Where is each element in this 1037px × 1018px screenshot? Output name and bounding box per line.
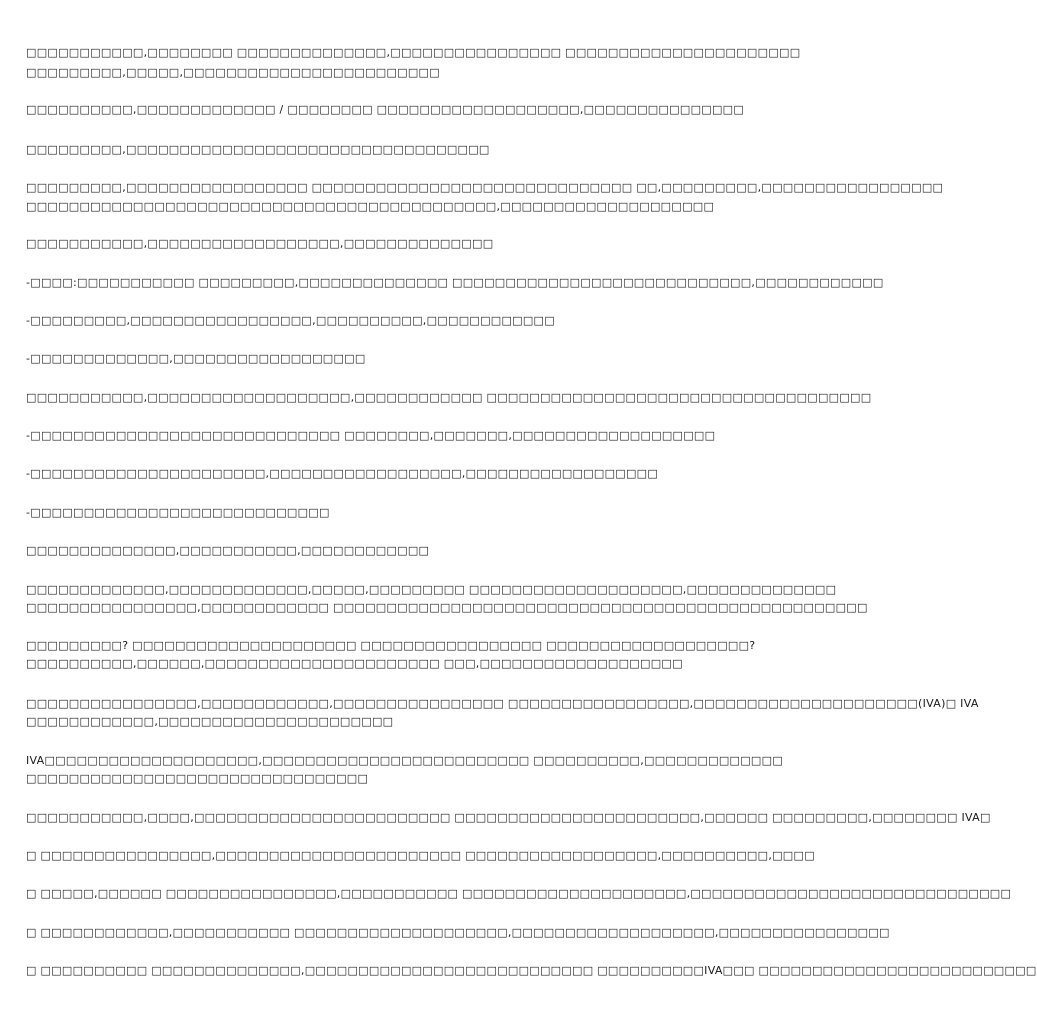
- text-line: □□□□□□□□□□□,□□□□□□□□ □□□□□□□□□□□□□□,□□□□□□□□□□□□□□□□ □□□□□□□□□□□□□□□□□□□□□□: [26, 46, 801, 59]
- text-line: -□□□□□□□□□□□□□,□□□□□□□□□□□□□□□□□□: [26, 352, 366, 365]
- text-line: □□□□□□□□□□□□□□□□□□□□□□□□□□□□□□□□□□□□□□□□□□□□,□□□□□□□□□□□□□□□□□□□□: [26, 200, 715, 213]
- text-line: -□□□□□□□□□□□□□□□□□□□□□□□□□□□□: [26, 506, 330, 519]
- text-line: □□□□□□□□□□□□□□,□□□□□□□□□□□,□□□□□□□□□□□□: [26, 544, 430, 557]
- text-line: □□□□□□□□□□□□□□□□,□□□□□□□□□□□□ □□□□□□□□□□□□□□□□□□□□□□□□□□□□□□□□□□□□□□□□□□□□□□□□□□: [26, 601, 868, 614]
- text-line: □□□□□□□□□□□□,□□□□□□□□□□□□□□□□□□□□□□: [26, 715, 394, 728]
- text-line: -□□□□□□□□□□□□□□□□□□□□□□□□□□□□□ □□□□□□□□,□□□□□□□,□□□□□□□□□□□□□□□□□□□: [26, 429, 716, 442]
- text-line: □□□□□□□□□□,□□□□□□,□□□□□□□□□□□□□□□□□□□□□□ □□□,□□□□□□□□□□□□□□□□□□□: [26, 657, 683, 670]
- text-line: IVA□□□□□□□□□□□□□□□□□□□□,□□□□□□□□□□□□□□□□□□□□□□□□□ □□□□□□□□□□,□□□□□□□□□□□□□: [26, 754, 784, 767]
- text-line: □ □□□□□,□□□□□□ □□□□□□□□□□□□□□□□,□□□□□□□□□□□ □□□□□□□□□□□□□□□□□□□□□,□□□□□□□□□□□□□□□□□□□□□□□□□□□□□□: [26, 887, 1012, 900]
- text-line: □ □□□□□□□□□□□□□□□□,□□□□□□□□□□□□□□□□□□□□□□□ □□□□□□□□□□□□□□□□□□,□□□□□□□□□□,□□□□: [26, 849, 815, 862]
- text-line: □□□□□□□□□□□,□□□□,□□□□□□□□□□□□□□□□□□□□□□□□ □□□□□□□□□□□□□□□□□□□□□□□,□□□□□□ □□□□□□□□□,□□□□□□□□ IVA□: [26, 811, 991, 824]
- text-line: -□□□□□□□□□,□□□□□□□□□□□□□□□□□,□□□□□□□□□□,□□□□□□□□□□□□: [26, 314, 555, 327]
- text-line: -□□□□:□□□□□□□□□□□ □□□□□□□□□,□□□□□□□□□□□□□□ □□□□□□□□□□□□□□□□□□□□□□□□□□□□,□□□□□□□□□□□□: [26, 276, 884, 289]
- text-line: □□□□□□□□□,□□□□□,□□□□□□□□□□□□□□□□□□□□□□□□: [26, 66, 440, 79]
- text-line: □□□□□□□□□,□□□□□□□□□□□□□□□□□□□□□□□□□□□□□□□□□□: [26, 143, 490, 156]
- text-line: □□□□□□□□□? □□□□□□□□□□□□□□□□□□□□□ □□□□□□□□□□□□□□□□□ □□□□□□□□□□□□□□□□□□□?: [26, 639, 756, 652]
- text-line: □□□□□□□□□□□□□□□□,□□□□□□□□□□□□,□□□□□□□□□□□□□□□□ □□□□□□□□□□□□□□□□□,□□□□□□□□□□□□□□□□□□□□□(IVA)□ IVA: [26, 697, 979, 710]
- text-line: □□□□□□□□□□□□□,□□□□□□□□□□□□□,□□□□□,□□□□□□□□□ □□□□□□□□□□□□□□□□□□□□,□□□□□□□□□□□□□□: [26, 583, 837, 596]
- text-line: □ □□□□□□□□□□□□,□□□□□□□□□□□ □□□□□□□□□□□□□□□□□□□□,□□□□□□□□□□□□□□□□□□□,□□□□□□□□□□□□□□□□: [26, 926, 890, 939]
- text-line: □□□□□□□□□,□□□□□□□□□□□□□□□□□ □□□□□□□□□□□□□□□□□□□□□□□□□□□□□□ □□,□□□□□□□□□,□□□□□□□□□□□□□□□□□: [26, 181, 944, 194]
- text-line: □□□□□□□□□□,□□□□□□□□□□□□□ / □□□□□□□□ □□□□□□□□□□□□□□□□□□□,□□□□□□□□□□□□□□□: [26, 103, 745, 116]
- text-line: □□□□□□□□□□□□□□□□□□□□□□□□□□□□□□□□: [26, 772, 369, 785]
- text-line: -□□□□□□□□□□□□□□□□□□□□□□,□□□□□□□□□□□□□□□□□□,□□□□□□□□□□□□□□□□□□: [26, 467, 659, 480]
- text-line: □□□□□□□□□□□,□□□□□□□□□□□□□□□□□□□,□□□□□□□□□□□□ □□□□□□□□□□□□□□□□□□□□□□□□□□□□□□□□□□□□: [26, 391, 872, 404]
- text-line: □□□□□□□□□□□,□□□□□□□□□□□□□□□□□□,□□□□□□□□□□□□□□: [26, 237, 494, 250]
- text-line: □ □□□□□□□□□□ □□□□□□□□□□□□□□,□□□□□□□□□□□□□□□□□□□□□□□□□□□ □□□□□□□□□□IVA□□□ □□□□□□□□□□□□□□□□□□□□□□□□□□: [26, 964, 1037, 977]
